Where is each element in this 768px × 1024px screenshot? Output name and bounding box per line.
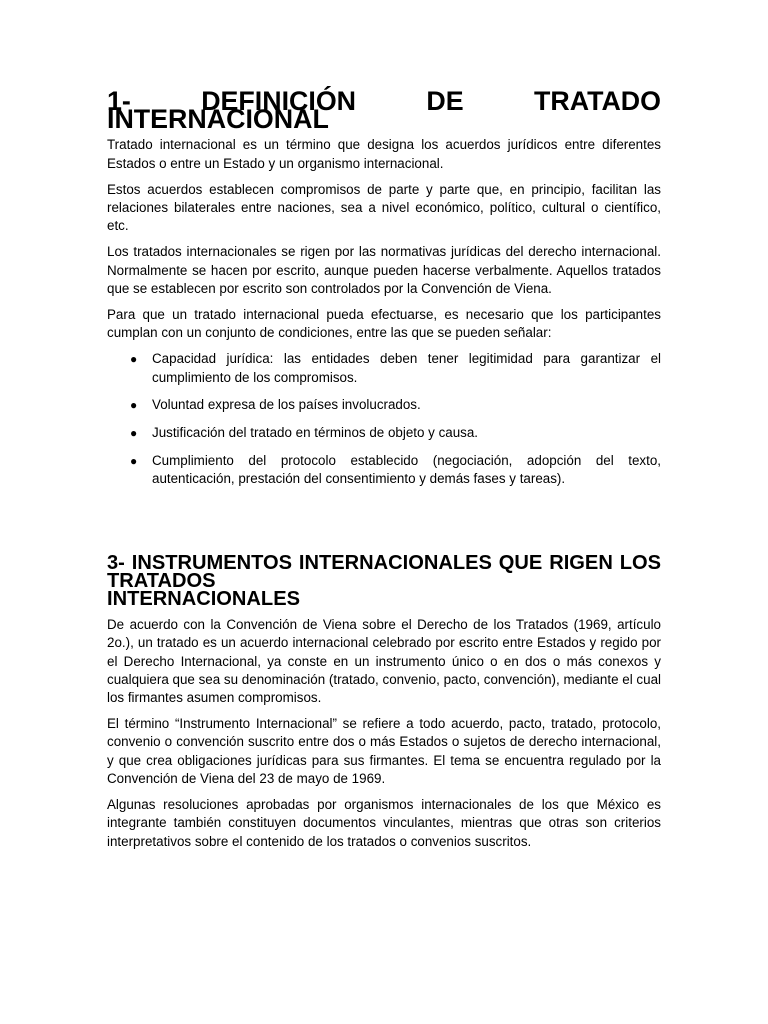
bullet-icon: ● [130,426,138,441]
list-item-text: Voluntad expresa de los países involucrados. [152,397,421,413]
conditions-list [107,350,661,488]
section-3-heading-line-2: INTERNACIONALES [107,588,300,611]
section-spacer [107,498,661,554]
list-item [107,452,661,488]
document-page [107,86,661,859]
section-3-paragraph-1: De acuerdo con la Convención de Viena sobre el Derecho de los Tratados (1969, artículo 2o.), un tratado es un acuerdo internacional celebrado por escrito entre Estados y regido por el Derecho Internacional, ya conste en un instrumento único o en dos o más conexos y cualquiera que sea su denominación (tratado, convenio, pacto, convención), mediante el cual los firmantes asumen compromisos. [107,617,661,706]
section-1-paragraph-2: Estos acuerdos establecen compromisos de parte y parte que, en principio, facilitan las relaciones bilaterales entre naciones, sea a nivel económico, político, cultural o científico, etc. [107,181,661,234]
section-3-heading-line-1: 3- INSTRUMENTOS INTERNACIONALES QUE RIGEN LOS TRATADOS [107,551,661,592]
section-3-paragraph-2: El término “Instrumento Internacional” se refiere a todo acuerdo, pacto, tratado, protocolo, convenio o convención suscrito entre dos o más Estados o sujetos de derecho internacional, y que crea obligaciones jurídicas para sus firmantes. El tema se encuentra regulado por la Convención de Viena del 23 de mayo de 1969. [107,716,661,786]
section-3-heading [107,551,661,611]
list-item-text: Justificación del tratado en términos de objeto y causa. [152,425,479,441]
list-item-text: Cumplimiento del protocolo establecido (negociación, adopción del texto, autenticación, prestación del consentimiento y demás fases y tareas). [152,452,661,486]
section-3-paragraph-3: Algunas resoluciones aprobadas por organismos internacionales de los que México es integrante también constituyen documentos vinculantes, mientras que otras son criterios interpretativos sobre el contenido de los tratados o convenios suscritos. [107,797,661,849]
bullet-icon: ● [130,352,138,367]
section-1-paragraph-4: Para que un tratado internacional pueda efectuarse, es necesario que los participantes cumplan con un conjunto de condiciones, entre las que se pueden señalar: [107,307,661,341]
section-1-paragraph-1: Tratado internacional es un término que designa los acuerdos jurídicos entre diferentes Estados o entre un Estado y un organismo internacional. [107,137,661,171]
list-item-text: Capacidad jurídica: las entidades deben tener legitimidad para garantizar el cumplimiento de los compromisos. [152,351,661,385]
section-1-paragraph-3: Los tratados internacionales se rigen por las normativas jurídicas del derecho internacional. Normalmente se hacen por escrito, aunque pueden hacerse verbalmente. Aquellos tratados que se establecen por escrito son controlados por la Convención de Viena. [107,244,661,296]
list-item [107,350,661,386]
bullet-icon: ● [130,453,138,468]
section-1-heading: 1- DEFINICIÓN DE TRATADO INTERNACIONAL [107,86,661,135]
bullet-icon: ● [130,398,138,413]
list-item [107,424,661,442]
list-item [107,396,661,414]
